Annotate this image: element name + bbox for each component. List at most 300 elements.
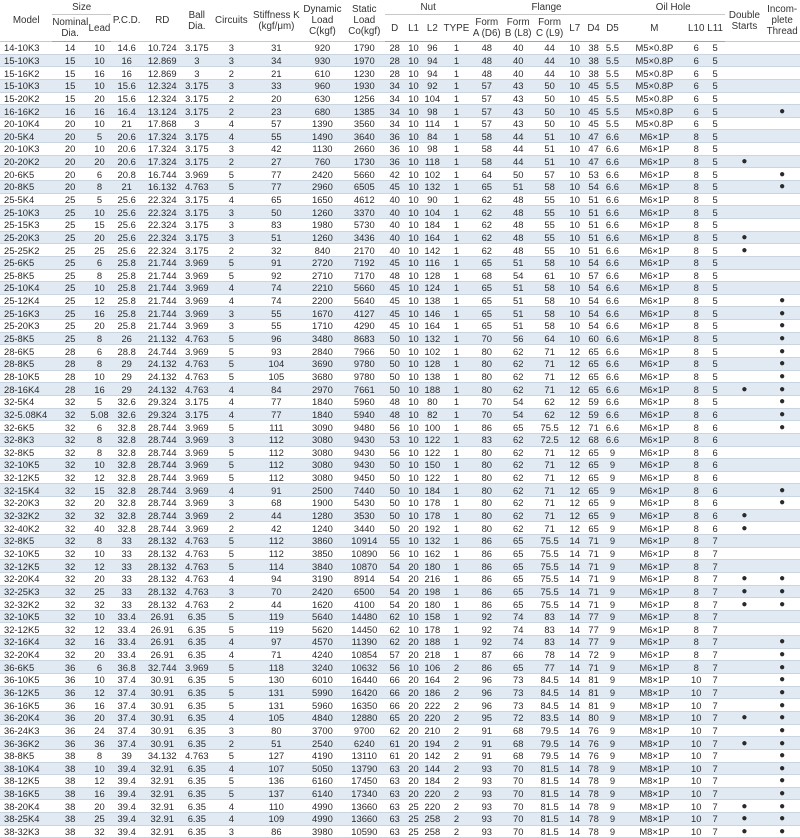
cell-l7: 10: [565, 231, 584, 244]
cell-nominal-dia: 28: [52, 358, 88, 371]
cell-l11: 7: [706, 800, 725, 813]
cell-l11: 7: [706, 699, 725, 712]
cell-nut-l2: 192: [424, 522, 441, 534]
cell-form-c: 71: [534, 370, 565, 383]
cell-nominal-dia: 25: [52, 282, 88, 295]
cell-static-load: 16350: [343, 699, 385, 712]
cell-form-a: 65: [471, 320, 502, 333]
cell-stiffness: 77: [251, 395, 301, 408]
cell-static-load: 1230: [343, 67, 385, 80]
cell-l10: 8: [687, 370, 706, 383]
cell-incomplete-thread: ●: [764, 484, 800, 497]
cell-type: 1: [442, 395, 471, 408]
cell-d4: 71: [584, 547, 603, 560]
cell-d4: 77: [584, 623, 603, 636]
cell-nut-l1: 10: [404, 661, 423, 674]
cell-nut-d: 63: [385, 787, 404, 800]
cell-incomplete-thread: [764, 623, 800, 636]
cell-type: 1: [442, 231, 471, 244]
cell-form-b: 74: [503, 636, 534, 649]
cell-form-c: 58: [534, 282, 565, 295]
cell-incomplete-thread: ●: [764, 686, 800, 699]
cell-l11: 7: [706, 534, 725, 547]
cell-circuits: 3: [211, 825, 251, 838]
cell-static-load: 9430: [343, 433, 385, 446]
header-rd: RD: [142, 0, 182, 42]
cell-lead: 16: [88, 636, 111, 649]
cell-ball-dia: 3.969: [182, 168, 211, 181]
header-l1: L1: [404, 15, 423, 42]
cell-d5: 6.6: [603, 168, 622, 181]
cell-rd: 13.124: [142, 105, 182, 118]
cell-l7: 12: [565, 446, 584, 459]
cell-nut-d: 55: [385, 534, 404, 547]
cell-l7: 12: [565, 408, 584, 421]
cell-nominal-dia: 25: [52, 256, 88, 269]
cell-ball-dia: 6.35: [182, 648, 211, 661]
cell-nominal-dia: 25: [52, 206, 88, 219]
cell-d5: 5.5: [603, 79, 622, 92]
cell-static-load: 1730: [343, 155, 385, 168]
cell-incomplete-thread: ●: [764, 408, 800, 421]
cell-l11: 7: [706, 674, 725, 687]
cell-l7: 10: [565, 193, 584, 206]
cell-nut-l2: 102: [424, 345, 441, 357]
cell-form-a: 62: [471, 206, 502, 219]
cell-l7: 14: [565, 775, 584, 788]
cell-type: 1: [442, 636, 471, 649]
cell-oil-m: M5×0.8P: [622, 67, 687, 80]
cell-d5: 6.6: [603, 206, 622, 219]
cell-form-b: 70: [503, 813, 534, 826]
table-row: [0, 395, 800, 408]
cell-circuits: 5: [211, 269, 251, 282]
cell-d5: 9: [603, 459, 622, 472]
cell-static-load: 9430: [343, 459, 385, 472]
cell-form-c: 58: [534, 320, 565, 333]
cell-rd: 34.132: [142, 749, 182, 762]
cell-dynamic-load: 3480: [302, 332, 344, 345]
cell-nut-l2: 184: [424, 219, 441, 231]
table-row: [0, 307, 800, 320]
cell-lead: 6: [88, 168, 111, 181]
cell-form-a: 93: [471, 800, 502, 813]
cell-static-load: 5660: [343, 282, 385, 295]
cell-stiffness: 55: [251, 320, 301, 333]
table-row: [0, 509, 800, 522]
cell-double-starts: ●: [725, 711, 765, 724]
cell-oil-m: M6×1P: [622, 471, 687, 484]
cell-incomplete-thread: ●: [764, 105, 800, 118]
cell-form-c: 84.5: [534, 699, 565, 712]
cell-form-a: 70: [471, 395, 502, 408]
cell-double-starts: ●: [725, 598, 765, 611]
cell-l7: 14: [565, 598, 584, 611]
cell-model: 32-32K2: [0, 598, 52, 611]
cell-nut-d: 65: [385, 711, 404, 724]
cell-l10: 8: [687, 332, 706, 345]
cell-ball-dia: 6.35: [182, 737, 211, 750]
cell-form-a: 57: [471, 92, 502, 105]
cell-form-a: 58: [471, 155, 502, 168]
cell-oil-m: M8×1P: [622, 813, 687, 826]
cell-double-starts: [725, 459, 765, 472]
cell-l10: 10: [687, 737, 706, 750]
cell-form-c: 72.5: [534, 433, 565, 446]
cell-l11: 5: [706, 370, 725, 383]
cell-dynamic-load: 4990: [302, 813, 344, 826]
cell-type: 1: [442, 206, 471, 219]
cell-model: 14-10K3: [0, 42, 52, 55]
cell-form-a: 96: [471, 686, 502, 699]
cell-incomplete-thread: [764, 155, 800, 168]
cell-pcd: 32.6: [111, 395, 142, 408]
cell-lead: 10: [88, 282, 111, 295]
cell-oil-m: M6×1P: [622, 307, 687, 320]
cell-form-c: 83.5: [534, 711, 565, 724]
cell-d5: 6.6: [603, 433, 622, 446]
cell-stiffness: 68: [251, 497, 301, 510]
cell-nut-l2: 178: [424, 497, 441, 509]
cell-d4: 59: [584, 395, 603, 408]
cell-l10: 8: [687, 143, 706, 156]
cell-incomplete-thread: ●: [764, 699, 800, 712]
cell-ball-dia: 3.175: [182, 105, 211, 118]
cell-nominal-dia: 32: [52, 497, 88, 510]
cell-form-a: 65: [471, 307, 502, 320]
cell-incomplete-thread: ●: [764, 825, 800, 838]
cell-double-starts: [725, 79, 765, 92]
cell-nut-l2: 132: [424, 333, 441, 345]
cell-nominal-dia: 15: [52, 54, 88, 67]
cell-form-c: 51: [534, 155, 565, 168]
cell-incomplete-thread: [764, 269, 800, 282]
cell-rd: 26.91: [142, 648, 182, 661]
cell-lead: 10: [88, 79, 111, 92]
cell-d4: 71: [584, 421, 603, 434]
table-row: [0, 130, 800, 143]
cell-l11: 6: [706, 433, 725, 446]
cell-form-b: 56: [503, 332, 534, 345]
cell-ball-dia: 3.969: [182, 282, 211, 295]
cell-nominal-dia: 32: [52, 421, 88, 434]
cell-lead: 20: [88, 800, 111, 813]
cell-d4: 38: [584, 54, 603, 67]
cell-l10: 8: [687, 345, 706, 358]
cell-nut-l2: 100: [424, 421, 441, 433]
cell-type: 1: [442, 497, 471, 510]
cell-pcd: 33.4: [111, 636, 142, 649]
cell-type: 2: [442, 762, 471, 775]
cell-stiffness: 110: [251, 800, 301, 813]
cell-nut-d: 50: [385, 332, 404, 345]
cell-nominal-dia: 32: [52, 484, 88, 497]
cell-incomplete-thread: ●: [764, 421, 800, 434]
cell-form-a: 91: [471, 737, 502, 750]
cell-type: 2: [442, 813, 471, 826]
cell-oil-m: M5×0.8P: [622, 92, 687, 105]
cell-stiffness: 112: [251, 471, 301, 484]
cell-incomplete-thread: ●: [764, 648, 800, 661]
cell-oil-m: M5×0.8P: [622, 42, 687, 55]
cell-rd: 21.744: [142, 320, 182, 333]
cell-rd: 21.744: [142, 269, 182, 282]
cell-l11: 7: [706, 598, 725, 611]
cell-l7: 14: [565, 674, 584, 687]
cell-l10: 8: [687, 636, 706, 649]
cell-incomplete-thread: ●: [764, 294, 800, 307]
table-row: [0, 256, 800, 269]
cell-dynamic-load: 4990: [302, 800, 344, 813]
cell-model: 20-10K4: [0, 117, 52, 130]
cell-static-load: 1385: [343, 105, 385, 118]
cell-nut-l2: 142: [424, 244, 441, 256]
cell-type: 2: [442, 674, 471, 687]
cell-l10: 8: [687, 193, 706, 206]
cell-l11: 5: [706, 294, 725, 307]
cell-d5: 5.5: [603, 42, 622, 55]
cell-model: 25-25K2: [0, 244, 52, 257]
cell-circuits: 4: [211, 130, 251, 143]
cell-nut-l1: 20: [404, 787, 423, 800]
cell-nut-l1: 10: [404, 130, 423, 143]
cell-oil-m: M6×1P: [622, 433, 687, 446]
cell-nut-l1: 20: [404, 598, 423, 611]
cell-static-load: 4127: [343, 307, 385, 320]
cell-rd: 16.132: [142, 181, 182, 194]
cell-model: 25-20K3: [0, 320, 52, 333]
cell-lead: 10: [88, 547, 111, 560]
table-row: [0, 800, 800, 813]
cell-incomplete-thread: [764, 54, 800, 67]
cell-oil-m: M6×1P: [622, 332, 687, 345]
cell-form-b: 66: [503, 648, 534, 661]
cell-model: 32-40K2: [0, 522, 52, 535]
cell-rd: 28.132: [142, 598, 182, 611]
cell-stiffness: 119: [251, 610, 301, 623]
cell-double-starts: [725, 610, 765, 623]
cell-nut-l2: 124: [424, 282, 441, 294]
cell-static-load: 13110: [343, 749, 385, 762]
cell-type: 2: [442, 787, 471, 800]
cell-double-starts: ●: [725, 509, 765, 522]
cell-oil-m: M8×1P: [622, 762, 687, 775]
cell-stiffness: 112: [251, 446, 301, 459]
header-d: D: [385, 15, 404, 42]
cell-lead: 8: [88, 358, 111, 371]
cell-nut-l1: 10: [404, 332, 423, 345]
cell-rd: 28.744: [142, 497, 182, 510]
cell-form-c: 81.5: [534, 787, 565, 800]
cell-type: 2: [442, 737, 471, 750]
cell-d4: 54: [584, 282, 603, 295]
cell-double-starts: ●: [725, 585, 765, 598]
cell-stiffness: 20: [251, 92, 301, 105]
cell-stiffness: 83: [251, 218, 301, 231]
cell-nominal-dia: 25: [52, 244, 88, 257]
cell-rd: 28.744: [142, 433, 182, 446]
cell-l7: 10: [565, 143, 584, 156]
cell-type: 1: [442, 143, 471, 156]
cell-l7: 12: [565, 383, 584, 396]
cell-type: 1: [442, 193, 471, 206]
cell-static-load: 2660: [343, 143, 385, 156]
cell-l10: 8: [687, 560, 706, 573]
cell-nut-l1: 10: [404, 294, 423, 307]
cell-dynamic-load: 960: [302, 79, 344, 92]
cell-form-c: 79.5: [534, 737, 565, 750]
cell-double-starts: [725, 42, 765, 55]
table-row: [0, 294, 800, 307]
cell-form-b: 73: [503, 699, 534, 712]
cell-incomplete-thread: [764, 117, 800, 130]
cell-stiffness: 136: [251, 775, 301, 788]
cell-nominal-dia: 38: [52, 813, 88, 826]
cell-pcd: 21: [111, 117, 142, 130]
cell-incomplete-thread: ●: [764, 358, 800, 371]
cell-form-a: 86: [471, 547, 502, 560]
cell-nut-l1: 10: [404, 497, 423, 510]
cell-double-starts: [725, 636, 765, 649]
cell-oil-m: M6×1P: [622, 282, 687, 295]
cell-form-c: 75.5: [534, 560, 565, 573]
cell-d5: 9: [603, 787, 622, 800]
cell-form-b: 62: [503, 509, 534, 522]
cell-l10: 6: [687, 67, 706, 80]
cell-l10: 8: [687, 534, 706, 547]
cell-form-b: 65: [503, 421, 534, 434]
cell-nut-l1: 10: [404, 231, 423, 244]
cell-type: 2: [442, 661, 471, 674]
cell-form-c: 44: [534, 67, 565, 80]
cell-l11: 7: [706, 813, 725, 826]
header-flange: Flange: [471, 0, 622, 15]
cell-l7: 14: [565, 724, 584, 737]
table-row: [0, 383, 800, 396]
cell-model: 32-8K5: [0, 446, 52, 459]
cell-type: 1: [442, 218, 471, 231]
cell-l11: 7: [706, 636, 725, 649]
cell-static-load: 4290: [343, 320, 385, 333]
cell-l10: 8: [687, 168, 706, 181]
cell-double-starts: [725, 218, 765, 231]
cell-l7: 14: [565, 560, 584, 573]
cell-l7: 10: [565, 269, 584, 282]
cell-form-c: 55: [534, 244, 565, 257]
cell-pcd: 37.4: [111, 724, 142, 737]
cell-circuits: 4: [211, 711, 251, 724]
cell-d4: 51: [584, 218, 603, 231]
cell-l7: 10: [565, 332, 584, 345]
cell-oil-m: M6×1P: [622, 560, 687, 573]
cell-l11: 5: [706, 206, 725, 219]
cell-rd: 29.324: [142, 408, 182, 421]
cell-model: 32-12K5: [0, 623, 52, 636]
cell-oil-m: M8×1P: [622, 724, 687, 737]
cell-type: 1: [442, 623, 471, 636]
cell-model: 36-16K5: [0, 699, 52, 712]
cell-l7: 14: [565, 686, 584, 699]
cell-dynamic-load: 1840: [302, 408, 344, 421]
cell-incomplete-thread: [764, 446, 800, 459]
cell-static-load: 10914: [343, 534, 385, 547]
cell-nominal-dia: 25: [52, 320, 88, 333]
cell-stiffness: 55: [251, 307, 301, 320]
cell-nut-l1: 20: [404, 724, 423, 737]
cell-stiffness: 131: [251, 686, 301, 699]
cell-form-a: 87: [471, 648, 502, 661]
table-row: [0, 117, 800, 130]
cell-lead: 8: [88, 446, 111, 459]
cell-stiffness: 118: [251, 661, 301, 674]
cell-l7: 10: [565, 320, 584, 333]
cell-form-c: 81.5: [534, 762, 565, 775]
table-row: [0, 787, 800, 800]
cell-circuits: 5: [211, 674, 251, 687]
cell-pcd: 39.4: [111, 813, 142, 826]
cell-static-load: 2170: [343, 244, 385, 257]
cell-rd: 30.91: [142, 737, 182, 750]
table-row: [0, 762, 800, 775]
cell-circuits: 2: [211, 598, 251, 611]
cell-nut-l1: 10: [404, 193, 423, 206]
cell-double-starts: ●: [725, 813, 765, 826]
cell-form-a: 48: [471, 42, 502, 55]
cell-pcd: 32.8: [111, 459, 142, 472]
cell-nominal-dia: 32: [52, 534, 88, 547]
cell-rd: 21.744: [142, 307, 182, 320]
cell-incomplete-thread: ●: [764, 737, 800, 750]
cell-oil-m: M6×1P: [622, 193, 687, 206]
cell-nut-l1: 10: [404, 433, 423, 446]
cell-d4: 60: [584, 332, 603, 345]
cell-circuits: 4: [211, 282, 251, 295]
cell-stiffness: 127: [251, 749, 301, 762]
header-l2: L2: [423, 15, 442, 42]
cell-form-a: 64: [471, 168, 502, 181]
cell-model: 36-6K5: [0, 661, 52, 674]
cell-form-a: 65: [471, 256, 502, 269]
cell-nut-d: 45: [385, 181, 404, 194]
cell-nut-l1: 20: [404, 648, 423, 661]
table-row: [0, 471, 800, 484]
cell-d5: 6.6: [603, 155, 622, 168]
cell-dynamic-load: 4570: [302, 636, 344, 649]
table-row: [0, 231, 800, 244]
cell-d5: 9: [603, 598, 622, 611]
cell-ball-dia: 3.175: [182, 130, 211, 143]
cell-lead: 12: [88, 623, 111, 636]
cell-type: 1: [442, 648, 471, 661]
cell-l7: 12: [565, 421, 584, 434]
cell-l11: 5: [706, 92, 725, 105]
cell-d5: 6.6: [603, 231, 622, 244]
cell-dynamic-load: 3080: [302, 446, 344, 459]
cell-double-starts: [725, 345, 765, 358]
cell-static-load: 9430: [343, 446, 385, 459]
cell-dynamic-load: 2500: [302, 484, 344, 497]
cell-form-a: 62: [471, 218, 502, 231]
cell-ball-dia: 3.175: [182, 244, 211, 257]
cell-d5: 9: [603, 711, 622, 724]
cell-ball-dia: 3.969: [182, 484, 211, 497]
cell-model: 16-16K2: [0, 105, 52, 118]
cell-oil-m: M6×1P: [622, 598, 687, 611]
cell-circuits: 4: [211, 636, 251, 649]
cell-double-starts: [725, 358, 765, 371]
cell-rd: 10.724: [142, 42, 182, 55]
cell-oil-m: M6×1P: [622, 421, 687, 434]
